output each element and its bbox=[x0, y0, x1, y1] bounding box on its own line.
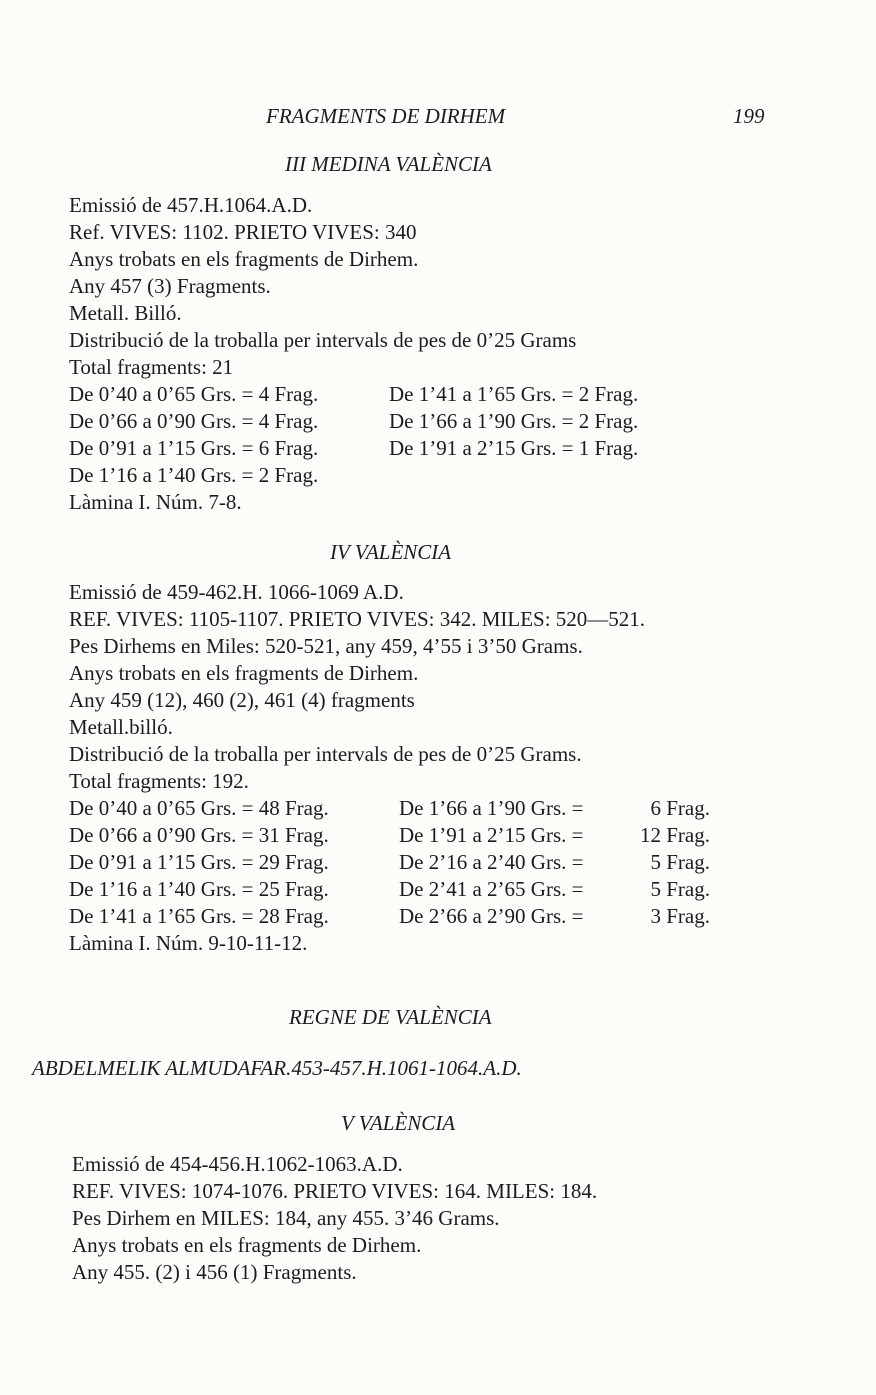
text-line: Pes Dirhem en MILES: 184, any 455. 3’46 Grams. bbox=[72, 1206, 500, 1230]
text-line: Total fragments: 192. bbox=[69, 769, 249, 793]
section-heading: IV VALÈNCIA bbox=[330, 540, 452, 564]
text-line: Emissió de 459-462.H. 1066-1069 A.D. bbox=[69, 580, 404, 604]
text-line: Anys trobats en els fragments de Dirhem. bbox=[72, 1233, 422, 1257]
weight-range-right: De 1’91 a 2’15 Grs. = bbox=[399, 823, 584, 847]
page-number: 199 bbox=[733, 104, 765, 128]
text-line: Total fragments: 21 bbox=[69, 355, 234, 379]
text-line: Emissió de 454-456.H.1062-1063.A.D. bbox=[72, 1152, 403, 1176]
weight-range-left: De 1’41 a 1’65 Grs. = 28 Frag. bbox=[69, 904, 329, 928]
weight-range-right: De 1’66 a 1’90 Grs. = bbox=[399, 796, 584, 820]
weight-range-left: De 0’66 a 0’90 Grs. = 4 Frag. bbox=[69, 409, 319, 433]
text-line: Metall. Billó. bbox=[69, 301, 182, 325]
text-line: Distribució de la troballa per intervals de pes de 0’25 Grams. bbox=[69, 742, 582, 766]
weight-range-left: De 0’91 a 1’15 Grs. = 29 Frag. bbox=[69, 850, 329, 874]
text-line: Ref. VIVES: 1102. PRIETO VIVES: 340 bbox=[69, 220, 417, 244]
text-line: Anys trobats en els fragments de Dirhem. bbox=[69, 247, 419, 271]
section-heading: III MEDINA VALÈNCIA bbox=[285, 152, 492, 176]
text-line: Anys trobats en els fragments de Dirhem. bbox=[69, 661, 419, 685]
text-line: Distribució de la troballa per intervals de pes de 0’25 Grams bbox=[69, 328, 577, 352]
section-subheading: V VALÈNCIA bbox=[341, 1111, 456, 1135]
weight-range-left: De 0’40 a 0’65 Grs. = 48 Frag. bbox=[69, 796, 329, 820]
plate-reference: Làmina I. Núm. 9-10-11-12. bbox=[69, 931, 308, 955]
weight-range-right: De 2’41 a 2’65 Grs. = bbox=[399, 877, 584, 901]
fragment-count: 5 Frag. bbox=[650, 850, 710, 874]
weight-range-left: De 1’16 a 1’40 Grs. = 2 Frag. bbox=[69, 463, 319, 487]
fragment-count: 6 Frag. bbox=[650, 796, 710, 820]
weight-range-left: De 0’66 a 0’90 Grs. = 31 Frag. bbox=[69, 823, 329, 847]
weight-range-right: De 1’41 a 1’65 Grs. = 2 Frag. bbox=[389, 382, 639, 406]
ruler-heading: ABDELMELIK ALMUDAFAR.453-457.H.1061-1064.A.D. bbox=[32, 1056, 522, 1080]
running-title: FRAGMENTS DE DIRHEM bbox=[266, 104, 506, 128]
fragment-count: 3 Frag. bbox=[650, 904, 710, 928]
weight-range-right: De 1’66 a 1’90 Grs. = 2 Frag. bbox=[389, 409, 639, 433]
weight-range-left: De 0’91 a 1’15 Grs. = 6 Frag. bbox=[69, 436, 319, 460]
weight-range-left: De 0’40 a 0’65 Grs. = 4 Frag. bbox=[69, 382, 319, 406]
fragment-count: 12 Frag. bbox=[640, 823, 710, 847]
text-line: Emissió de 457.H.1064.A.D. bbox=[69, 193, 313, 217]
weight-range-right: De 1’91 a 2’15 Grs. = 1 Frag. bbox=[389, 436, 639, 460]
text-line: REF. VIVES: 1074-1076. PRIETO VIVES: 164. MILES: 184. bbox=[72, 1179, 598, 1203]
weight-range-right: De 2’16 a 2’40 Grs. = bbox=[399, 850, 584, 874]
text-line: Any 457 (3) Fragments. bbox=[69, 274, 271, 298]
weight-range-right: De 2’66 a 2’90 Grs. = bbox=[399, 904, 584, 928]
section-heading: REGNE DE VALÈNCIA bbox=[289, 1005, 492, 1029]
fragment-count: 5 Frag. bbox=[650, 877, 710, 901]
text-line: Pes Dirhems en Miles: 520-521, any 459, 4’55 i 3’50 Grams. bbox=[69, 634, 583, 658]
text-line: Any 455. (2) i 456 (1) Fragments. bbox=[72, 1260, 357, 1284]
text-line: REF. VIVES: 1105-1107. PRIETO VIVES: 342. MILES: 520—521. bbox=[69, 607, 646, 631]
text-line: Any 459 (12), 460 (2), 461 (4) fragments bbox=[69, 688, 415, 712]
plate-reference: Làmina I. Núm. 7-8. bbox=[69, 490, 242, 514]
text-line: Metall.billó. bbox=[69, 715, 173, 739]
weight-range-left: De 1’16 a 1’40 Grs. = 25 Frag. bbox=[69, 877, 329, 901]
